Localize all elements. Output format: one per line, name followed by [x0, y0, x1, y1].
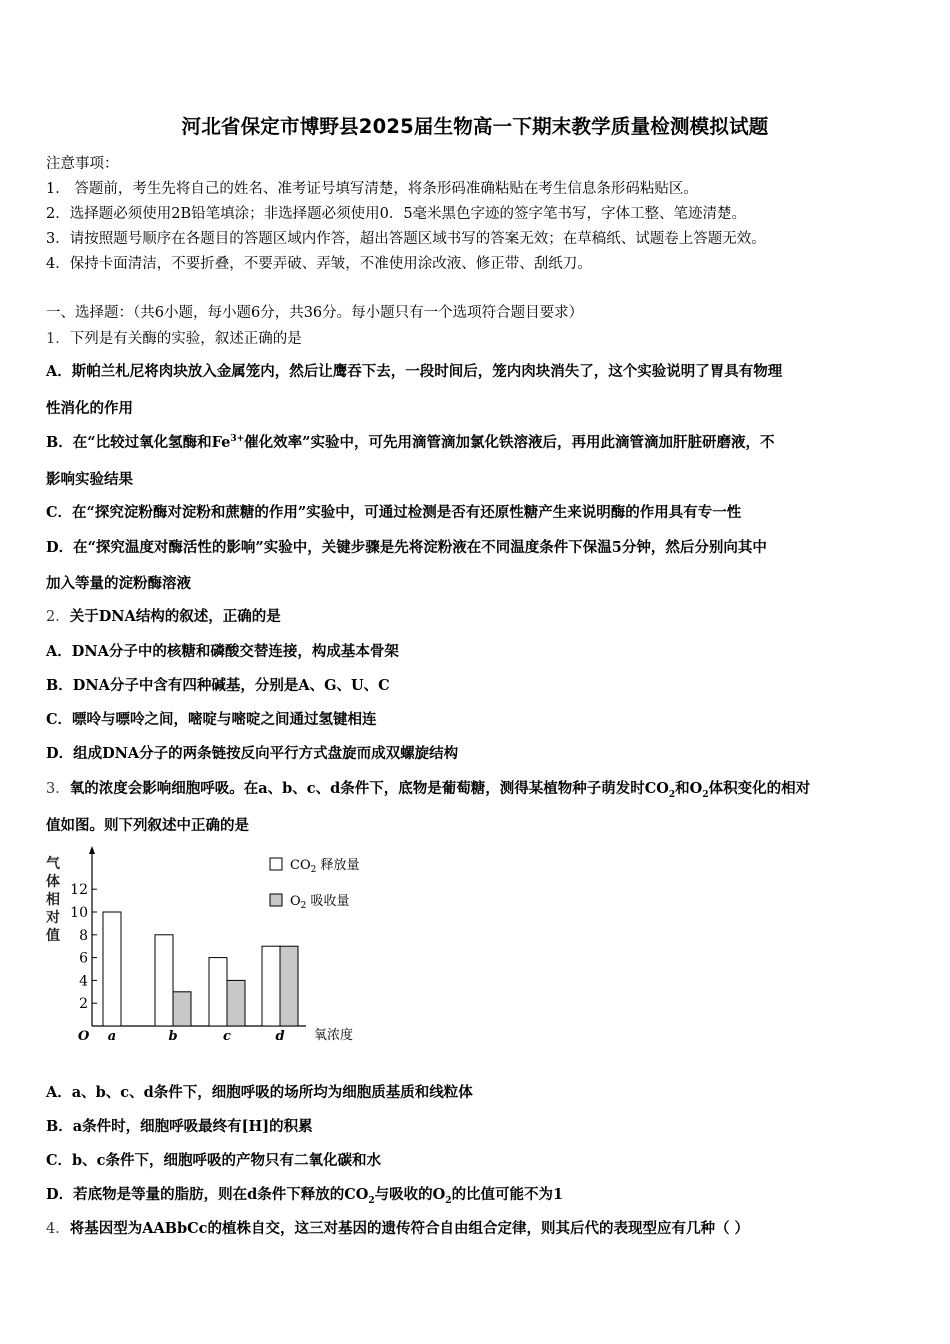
- bar-o2-b: [173, 992, 191, 1026]
- question-1-stem: [46, 327, 302, 348]
- subscript: 2: [368, 1195, 375, 1206]
- question-text: 体积变化的相对: [708, 780, 811, 797]
- section-heading: 一、选择题：（共6小题，每小题6分，共36分。每小题只有一个选项符合题目要求）: [46, 305, 584, 321]
- y-tick-label: 12: [70, 882, 88, 899]
- q2-option-d: D．组成DNA分子的两条链按反向平行方式盘旋而成双螺旋结构: [46, 745, 459, 762]
- q3-option-b: B．a条件时，细胞呼吸最终有[H]的积累: [46, 1118, 313, 1135]
- option-text: 的比值可能不为1: [451, 1186, 564, 1203]
- option-text: B．在“比较过氧化氢酶和Fe: [46, 434, 231, 451]
- option-text: D．若底物是等量的脂肪，则在d条件下释放的CO: [46, 1186, 369, 1203]
- question-3-stem-cont: 值如图。则下列叙述中正确的是: [46, 817, 249, 834]
- x-tick-label: c: [223, 1029, 231, 1044]
- notice-item: 4．保持卡面清洁，不要折叠，不要弄破、弄皱，不准使用涂改液、修正带、刮纸刀。: [46, 256, 592, 272]
- bar-co2-c: [209, 958, 227, 1026]
- legend-label-co2: $CO_2$ 释放量: [290, 858, 360, 875]
- question-3-stem: [46, 777, 810, 800]
- q1-option-d: D．在“探究温度对酶活性的影响”实验中，关键步骤是先将淀粉液在不同温度条件下保温5分钟，然后分别向其中: [46, 539, 767, 556]
- origin-label: O: [78, 1029, 90, 1044]
- legend-label-o2: $O_2$ 吸收量: [290, 894, 350, 911]
- q1-option-a-cont: 性消化的作用: [46, 400, 133, 417]
- bar-o2-d: [280, 946, 298, 1026]
- y-tick-label: 10: [70, 905, 88, 921]
- y-tick-label: 4: [79, 973, 88, 990]
- question-number: 4．: [46, 1221, 70, 1237]
- question-text: 氧的浓度会影响细胞呼吸。在a、b、c、d条件下，底物是葡萄糖，测得某植物种子萌发时CO: [69, 780, 669, 797]
- q3-option-a: A．a、b、c、d条件下，细胞呼吸的场所均为细胞质基质和线粒体: [46, 1084, 473, 1101]
- q2-option-b: B．DNA分子中含有四种碱基，分别是A、G、U、C: [46, 677, 390, 694]
- question-number: 1．: [46, 331, 70, 347]
- q3-option-c: C．b、c条件下，细胞呼吸的产物只有二氧化碳和水: [46, 1152, 382, 1169]
- y-tick-label: 2: [79, 996, 88, 1013]
- legend-swatch-co2: [270, 858, 282, 870]
- bar-co2-b: [155, 935, 173, 1026]
- q1-option-b-cont: 影响实验结果: [46, 471, 133, 488]
- question-4-stem: [46, 1217, 749, 1238]
- y-tick-label: 6: [79, 950, 88, 967]
- y-label-char: 体: [46, 874, 60, 890]
- y-tick-label: 8: [79, 927, 88, 944]
- bar-o2-c: [227, 980, 245, 1026]
- option-text: 与吸收的O: [374, 1186, 446, 1203]
- x-tick-label: a: [107, 1029, 117, 1044]
- y-label-char: 对: [46, 910, 60, 926]
- question-number: 2．: [46, 609, 70, 625]
- q1-option-b: [46, 431, 774, 452]
- notice-heading: 注意事项：: [46, 156, 119, 172]
- x-axis-label: 氧浓度: [314, 1028, 354, 1043]
- q1-option-a: A．斯帕兰札尼将肉块放入金属笼内，然后让鹰吞下去，一段时间后，笼内肉块消失了，这个实验说明了胃具有物理: [46, 363, 783, 380]
- y-label-char: 值: [46, 928, 60, 944]
- q2-option-a: A．DNA分子中的核糖和磷酸交替连接，构成基本骨架: [46, 643, 399, 660]
- subscript: 2: [668, 789, 676, 800]
- notice-item: 3．请按照题号顺序在各题目的答题区域内作答，超出答题区域书写的答案无效；在草稿纸、试题卷上答题无效。: [46, 231, 766, 247]
- y-label-char: 气: [46, 856, 60, 872]
- subscript: 2: [702, 789, 709, 800]
- bar-co2-d: [262, 946, 280, 1026]
- question-text: 将基因型为AABbCc的植株自交，这三对基因的遗传符合自由组合定律，则其后代的表现型应有几种（ ）: [69, 1220, 750, 1237]
- option-text: 催化效率”实验中，可先用滴管滴加氯化铁溶液后，再用此滴管滴加肝脏研磨液，不: [244, 434, 775, 451]
- q3-option-d: [46, 1183, 563, 1206]
- y-axis-arrow: [89, 846, 95, 854]
- question-2-stem: [46, 605, 281, 626]
- q1-option-d-cont: 加入等量的淀粉酶溶液: [46, 575, 191, 592]
- notice-item: 2．选择题必须使用2B铅笔填涂；非选择题必须使用0．5毫米黑色字迹的签字笔书写，字体工整、笔迹清楚。: [46, 206, 747, 222]
- q2-option-c: C．嘌呤与嘌呤之间，嘧啶与嘧啶之间通过氢键相连: [46, 711, 377, 728]
- notice-item: 1． 答题前，考生先将自己的姓名、准考证号填写清楚，将条形码准确粘贴在考生信息条形码粘贴区。: [46, 181, 698, 197]
- question-number: 3．: [46, 781, 70, 797]
- legend-swatch-o2: [270, 894, 282, 906]
- bar-chart: [42, 840, 382, 1050]
- bar-co2-a: [103, 912, 121, 1026]
- q1-option-c: C．在“探究淀粉酶对淀粉和蔗糖的作用”实验中，可通过检测是否有还原性糖产生来说明酶的作用具有专一性: [46, 504, 742, 521]
- question-text: 和O: [675, 780, 703, 797]
- subscript: 2: [445, 1195, 452, 1206]
- question-text: 关于DNA结构的叙述，正确的是: [69, 608, 281, 625]
- question-text: 下列是有关酶的实验，叙述正确的是: [69, 331, 302, 347]
- superscript: 3+: [230, 434, 245, 445]
- page-title: 河北省保定市博野县2025届生物高一下期末教学质量检测模拟试题: [181, 115, 769, 138]
- y-label-char: 相: [46, 892, 60, 908]
- x-tick-label: d: [275, 1029, 285, 1044]
- x-tick-label: b: [168, 1029, 178, 1044]
